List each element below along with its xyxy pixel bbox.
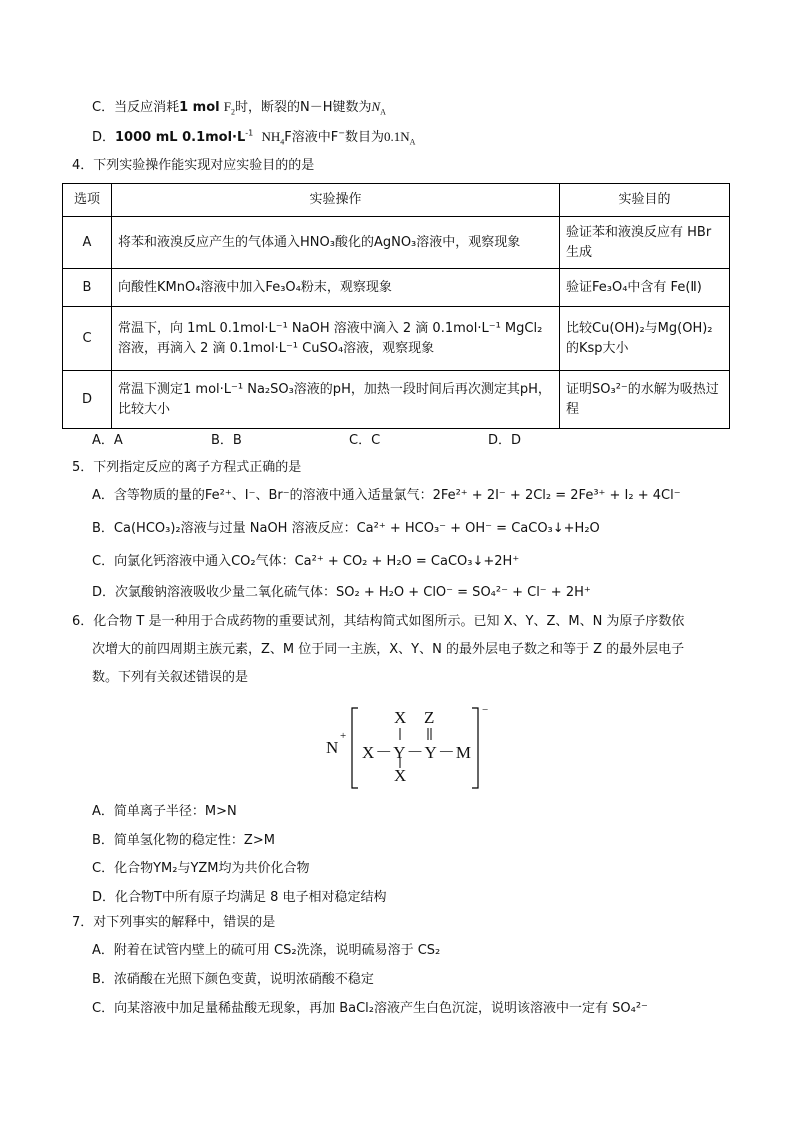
text: 4: [280, 137, 285, 147]
text: −: [338, 128, 345, 138]
table-row: [63, 307, 730, 371]
row-operation: 常温下测定1 mol·L⁻¹ Na₂SO₃溶液的pH，加热一段时间后再次测定其pH，比较大小: [112, 371, 560, 429]
q6-option-a: [92, 802, 237, 822]
x-top: X: [394, 708, 407, 727]
option-label: D．: [92, 890, 116, 905]
option-text: 浓硝酸在光照下颜色变黄，说明浓硝酸不稳定: [113, 972, 374, 987]
option-text: Ca(HCO₃)₂溶液与过量 NaOH 溶液反应：Ca²⁺ + HCO₃⁻ + OH⁻ = CaCO₃↓+H₂O: [113, 521, 600, 536]
text: 1 mol: [179, 100, 220, 115]
option-label: B．: [92, 521, 114, 536]
q4-stem: 4．下列实验操作能实现对应实验目的的是: [72, 158, 315, 173]
option-text: 化合物T中所有原子均满足 8 电子相对稳定结构: [115, 890, 387, 905]
q7-stem: 7．对下列事实的解释中，错误的是: [72, 915, 276, 930]
q3-option-c: [92, 97, 386, 118]
table-header-row: [63, 184, 730, 217]
text: NH: [261, 129, 281, 144]
option-label: B．: [92, 833, 114, 848]
option-text: 简单离子半径：M>N: [113, 804, 237, 819]
row-operation: 常温下，向 1mL 0.1mol·L⁻¹ NaOH 溶液中滴入 2 滴 0.1mol·L⁻¹ MgCl₂溶液，再滴入 2 滴 0.1mol·L⁻¹ CuSO₄溶液，观察现象: [112, 307, 560, 371]
q4-table: [62, 183, 730, 429]
q3-option-d: [92, 127, 415, 148]
table-row: [63, 269, 730, 307]
q4-answer-a: A．A: [92, 433, 123, 448]
header-goal: 实验目的: [560, 184, 730, 217]
row-goal: 证明SO₃²⁻的水解为吸热过程: [560, 371, 730, 429]
option-label: A．: [92, 804, 114, 819]
option-label: A．: [92, 488, 114, 503]
option-text: 化合物YM₂与YZM均为共价化合物: [114, 861, 310, 876]
q6-option-b: [92, 831, 275, 851]
z-top: Z: [424, 708, 435, 727]
option-label: A．: [92, 943, 114, 958]
option-label: D．: [92, 585, 116, 600]
row-goal: 验证苯和液溴反应有 HBr 生成: [560, 217, 730, 269]
option-label: D．: [92, 130, 116, 145]
q4-answer-c: C．C: [349, 433, 381, 448]
text: N: [371, 99, 381, 114]
q7-option-b: [92, 970, 374, 990]
header-operation: 实验操作: [112, 184, 560, 217]
cation-charge: +: [340, 730, 347, 742]
option-text: 简单氢化物的稳定性：Z>M: [113, 833, 275, 848]
q6-option-d: [92, 888, 387, 908]
header-option: 选项: [63, 184, 112, 217]
text: A: [409, 137, 416, 147]
q5-option-a: [92, 486, 681, 506]
row-operation: 将苯和液溴反应产生的气体通入HNO₃酸化的AgNO₃溶液中，观察现象: [112, 217, 560, 269]
text: 当反应消耗: [114, 100, 180, 115]
q6-stem-line: 次增大的前四周期主族元素，Z、M 位于同一主族，X、Y、N 的最外层电子数之和等于 Z 的最外层电子: [92, 642, 685, 657]
q4-answer-d: D．D: [488, 433, 522, 448]
row-option: C: [63, 307, 112, 371]
main-chain: X－Y－Y－M: [362, 743, 472, 762]
text: 0.1N: [383, 129, 410, 144]
row-option: B: [63, 269, 112, 307]
option-text: 附着在试管内壁上的硫可用 CS₂洗涤，说明硫易溶于 CS₂: [113, 943, 441, 958]
option-label: C．: [92, 554, 115, 569]
q7-option-c: [92, 999, 648, 1019]
structure-diagram: [322, 702, 490, 794]
text: 数目为: [344, 130, 384, 145]
option-label: C．: [92, 100, 115, 115]
row-goal: 比较Cu(OH)₂与Mg(OH)₂的Ksp大小: [560, 307, 730, 371]
option-text: 次氯酸钠溶液吸收少量二氧化硫气体：SO₂ + H₂O + ClO⁻ = SO₄²⁻ + Cl⁻ + 2H⁺: [115, 585, 591, 600]
option-text: 向氯化钙溶液中通入CO₂气体：Ca²⁺ + CO₂ + H₂O = CaCO₃↓+2H⁺: [114, 554, 520, 569]
row-option: A: [63, 217, 112, 269]
q7-option-a: [92, 941, 440, 961]
anion-charge: −: [482, 704, 489, 716]
text: 2: [230, 107, 235, 117]
q4-answer-b: B．B: [211, 433, 242, 448]
text: 时，断裂的N－H键数为: [234, 100, 372, 115]
q5-option-c: [92, 552, 519, 572]
q5-option-b: [92, 519, 600, 539]
option-text: 含等物质的量的Fe²⁺、I⁻、Br⁻的溶液中通入适量氯气：2Fe²⁺ + 2I⁻ + 2Cl₂ = 2Fe³⁺ + I₂ + 4Cl⁻: [113, 488, 681, 503]
bracket-lines: [322, 702, 490, 794]
q6-option-c: [92, 859, 310, 879]
q6-stem-line: 数。下列有关叙述错误的是: [92, 670, 249, 685]
text: -1: [245, 128, 254, 138]
q5-option-d: [92, 583, 591, 603]
text: A: [380, 107, 386, 117]
q6-stem-line: 6．化合物 T 是一种用于合成药物的重要试剂，其结构简式如图所示。已知 X、Y、Z、M、N 为原子序数依: [72, 614, 685, 629]
table-row: [63, 217, 730, 269]
cation-symbol: N: [326, 738, 339, 757]
option-label: C．: [92, 861, 115, 876]
x-bottom: X: [394, 766, 407, 785]
text: F: [223, 99, 231, 114]
row-operation: 向酸性KMnO₄溶液中加入Fe₃O₄粉末，观察现象: [112, 269, 560, 307]
row-goal: 验证Fe₃O₄中含有 Fe(Ⅱ): [560, 269, 730, 307]
option-text: 向某溶液中加足量稀盐酸无现象，再加 BaCl₂溶液产生白色沉淀，说明该溶液中一定有 SO₄²⁻: [114, 1001, 648, 1016]
table-row: [63, 371, 730, 429]
option-label: C．: [92, 1001, 115, 1016]
text: F溶液中F: [284, 130, 339, 145]
q5-stem: 5．下列指定反应的离子方程式正确的是: [72, 460, 302, 475]
option-label: B．: [92, 972, 114, 987]
text: 1000 mL 0.1mol·L: [115, 130, 246, 145]
row-option: D: [63, 371, 112, 429]
